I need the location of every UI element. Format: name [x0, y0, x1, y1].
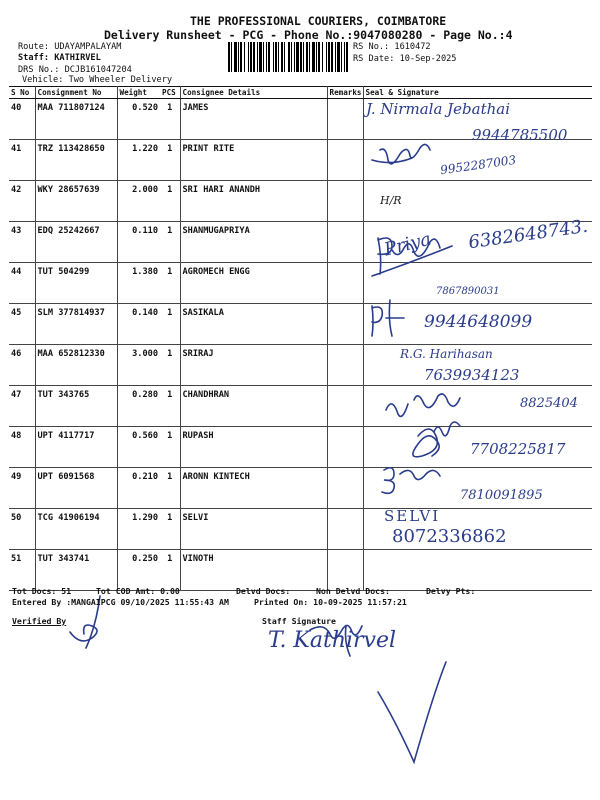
hand-row48-phone: 7708225817	[470, 440, 566, 458]
cell-sno: 42	[9, 181, 35, 222]
cell-sno: 48	[9, 427, 35, 468]
hand-row41-phone: 9952287003	[439, 152, 517, 178]
route-label: Route: UDAYAMPALAYAM	[18, 42, 122, 52]
cell-consignment: TRZ 113428650	[35, 140, 117, 181]
cell-consignment: UPT 6091568	[35, 468, 117, 509]
hand-row40-phone: 9944785500	[472, 126, 568, 144]
cell-pcs: 1	[160, 509, 180, 550]
hand-row50-phone: 8072336862	[392, 526, 507, 547]
cell-consignee: PRINT RITE	[180, 140, 327, 181]
delvd-docs: Delvd Docs:	[236, 586, 291, 596]
cell-pcs: 1	[160, 345, 180, 386]
tot-cod-amt: Tot COD Amt: 0.00	[96, 586, 180, 596]
sig-row-41-scribble	[372, 144, 430, 163]
col-seal: Seal & Signature	[363, 87, 592, 99]
cell-weight: 0.280	[117, 386, 160, 427]
cell-weight: 1.380	[117, 263, 160, 304]
hand-row42-mark: H/R	[380, 194, 402, 207]
cell-sno: 49	[9, 468, 35, 509]
sig-row-45-scribble	[372, 300, 404, 336]
cell-consignee: SRI HARI ANANDH	[180, 181, 327, 222]
hand-row43-phone: 6382648743.	[467, 215, 590, 254]
cell-sno: 43	[9, 222, 35, 263]
drs-number: DRS No.: DCJB161047204	[18, 65, 132, 75]
cell-consignee: SELVI	[180, 509, 327, 550]
cell-weight: 0.140	[117, 304, 160, 345]
staff-signature-handwriting: T. Kathirvel	[268, 628, 397, 653]
cell-weight: 2.000	[117, 181, 160, 222]
cell-weight: 1.290	[117, 509, 160, 550]
hand-row45-phone: 9944648099	[424, 312, 533, 332]
rs-number: RS No.: 1610472	[353, 42, 431, 52]
cell-weight: 0.210	[117, 468, 160, 509]
hand-row49-phone: 7810091895	[460, 488, 543, 503]
cell-weight: 0.250	[117, 550, 160, 591]
cell-consignee: ARONN KINTECH	[180, 468, 327, 509]
cell-consignee: SRIRAJ	[180, 345, 327, 386]
delvy-pts: Delvy Pts:	[426, 586, 476, 596]
cell-pcs: 1	[160, 386, 180, 427]
cell-pcs: 1	[160, 468, 180, 509]
runsheet-subtitle: Delivery Runsheet - PCG - Phone No.:9047080280 - Page No.:4	[104, 28, 513, 42]
cell-pcs: 1	[160, 263, 180, 304]
cell-sno: 41	[9, 140, 35, 181]
sig-row-48-scribble	[413, 422, 460, 457]
cell-weight: 0.560	[117, 427, 160, 468]
col-pcs: PCS	[160, 87, 180, 99]
tot-docs: Tot Docs: 51	[12, 586, 72, 596]
cell-consignment: MAA 711807124	[35, 99, 117, 140]
col-sno: S No	[9, 87, 35, 99]
verified-by-label: Verified By	[12, 616, 67, 626]
cell-pcs: 1	[160, 181, 180, 222]
cell-consignee: RUPASH	[180, 427, 327, 468]
cell-consignment: UPT 4117717	[35, 427, 117, 468]
hand-row46-phone: 7639934123	[424, 366, 520, 384]
cell-sno: 50	[9, 509, 35, 550]
cell-consignment: MAA 652812330	[35, 345, 117, 386]
cell-pcs: 1	[160, 427, 180, 468]
company-title: THE PROFESSIONAL COURIERS, COIMBATORE	[190, 14, 447, 28]
staff-tick-mark	[378, 662, 446, 762]
cell-sno: 46	[9, 345, 35, 386]
cell-weight: 3.000	[117, 345, 160, 386]
cell-weight: 1.220	[117, 140, 160, 181]
cell-consignment: SLM 377814937	[35, 304, 117, 345]
cell-consignee: AGROMECH ENGG	[180, 263, 327, 304]
hand-row43-name: Priya	[382, 228, 434, 261]
non-delvd-docs: Non Delvd Docs:	[316, 586, 390, 596]
col-consignment: Consignment No	[35, 87, 117, 99]
cell-consignee: SHANMUGAPRIYA	[180, 222, 327, 263]
col-consignee: Consignee Details	[180, 87, 327, 99]
sig-row-47-scribble	[386, 394, 460, 416]
cell-pcs: 1	[160, 140, 180, 181]
cell-consignment: EDQ 25242667	[35, 222, 117, 263]
cell-sno: 44	[9, 263, 35, 304]
cell-sno: 40	[9, 99, 35, 140]
cell-consignment: TUT 343741	[35, 550, 117, 591]
hand-row40-name: J. Nirmala Jebathai	[366, 100, 511, 118]
cell-pcs: 1	[160, 550, 180, 591]
sig-row-49-scribble	[382, 468, 440, 494]
cell-consignment: TUT 343765	[35, 386, 117, 427]
cell-consignee: VINOTH	[180, 550, 327, 591]
col-remarks: Remarks	[327, 87, 363, 99]
cell-consignment: TCG 41906194	[35, 509, 117, 550]
hand-row50-name: SELVI	[384, 507, 441, 525]
hand-row46-name: R.G. Harihasan	[400, 347, 493, 361]
hand-row47-phone: 8825404	[520, 396, 578, 411]
hand-row44-phone: 7867890031	[436, 286, 500, 297]
cell-consignee: CHANDHRAN	[180, 386, 327, 427]
cell-weight: 0.520	[117, 99, 160, 140]
col-weight: Weight	[117, 87, 160, 99]
cell-sno: 47	[9, 386, 35, 427]
cell-sno: 45	[9, 304, 35, 345]
rs-date: RS Date: 10-Sep-2025	[353, 54, 457, 64]
cell-consignee: SASIKALA	[180, 304, 327, 345]
cell-pcs: 1	[160, 99, 180, 140]
cell-sno: 51	[9, 550, 35, 591]
cell-consignment: TUT 504299	[35, 263, 117, 304]
cell-weight: 0.110	[117, 222, 160, 263]
cell-consignment: WKY 28657639	[35, 181, 117, 222]
cell-pcs: 1	[160, 304, 180, 345]
entered-by: Entered By :MANGAIPCG 09/10/2025 11:55:43 AM	[12, 597, 229, 607]
vehicle-label: Vehicle: Two Wheeler Delivery	[22, 75, 173, 85]
cell-consignee: JAMES	[180, 99, 327, 140]
staff-signature-label: Staff Signature	[262, 616, 336, 626]
cell-pcs: 1	[160, 222, 180, 263]
printed-on: Printed On: 10-09-2025 11:57:21	[254, 597, 407, 607]
staff-label: Staff: KATHIRVEL	[18, 53, 101, 63]
